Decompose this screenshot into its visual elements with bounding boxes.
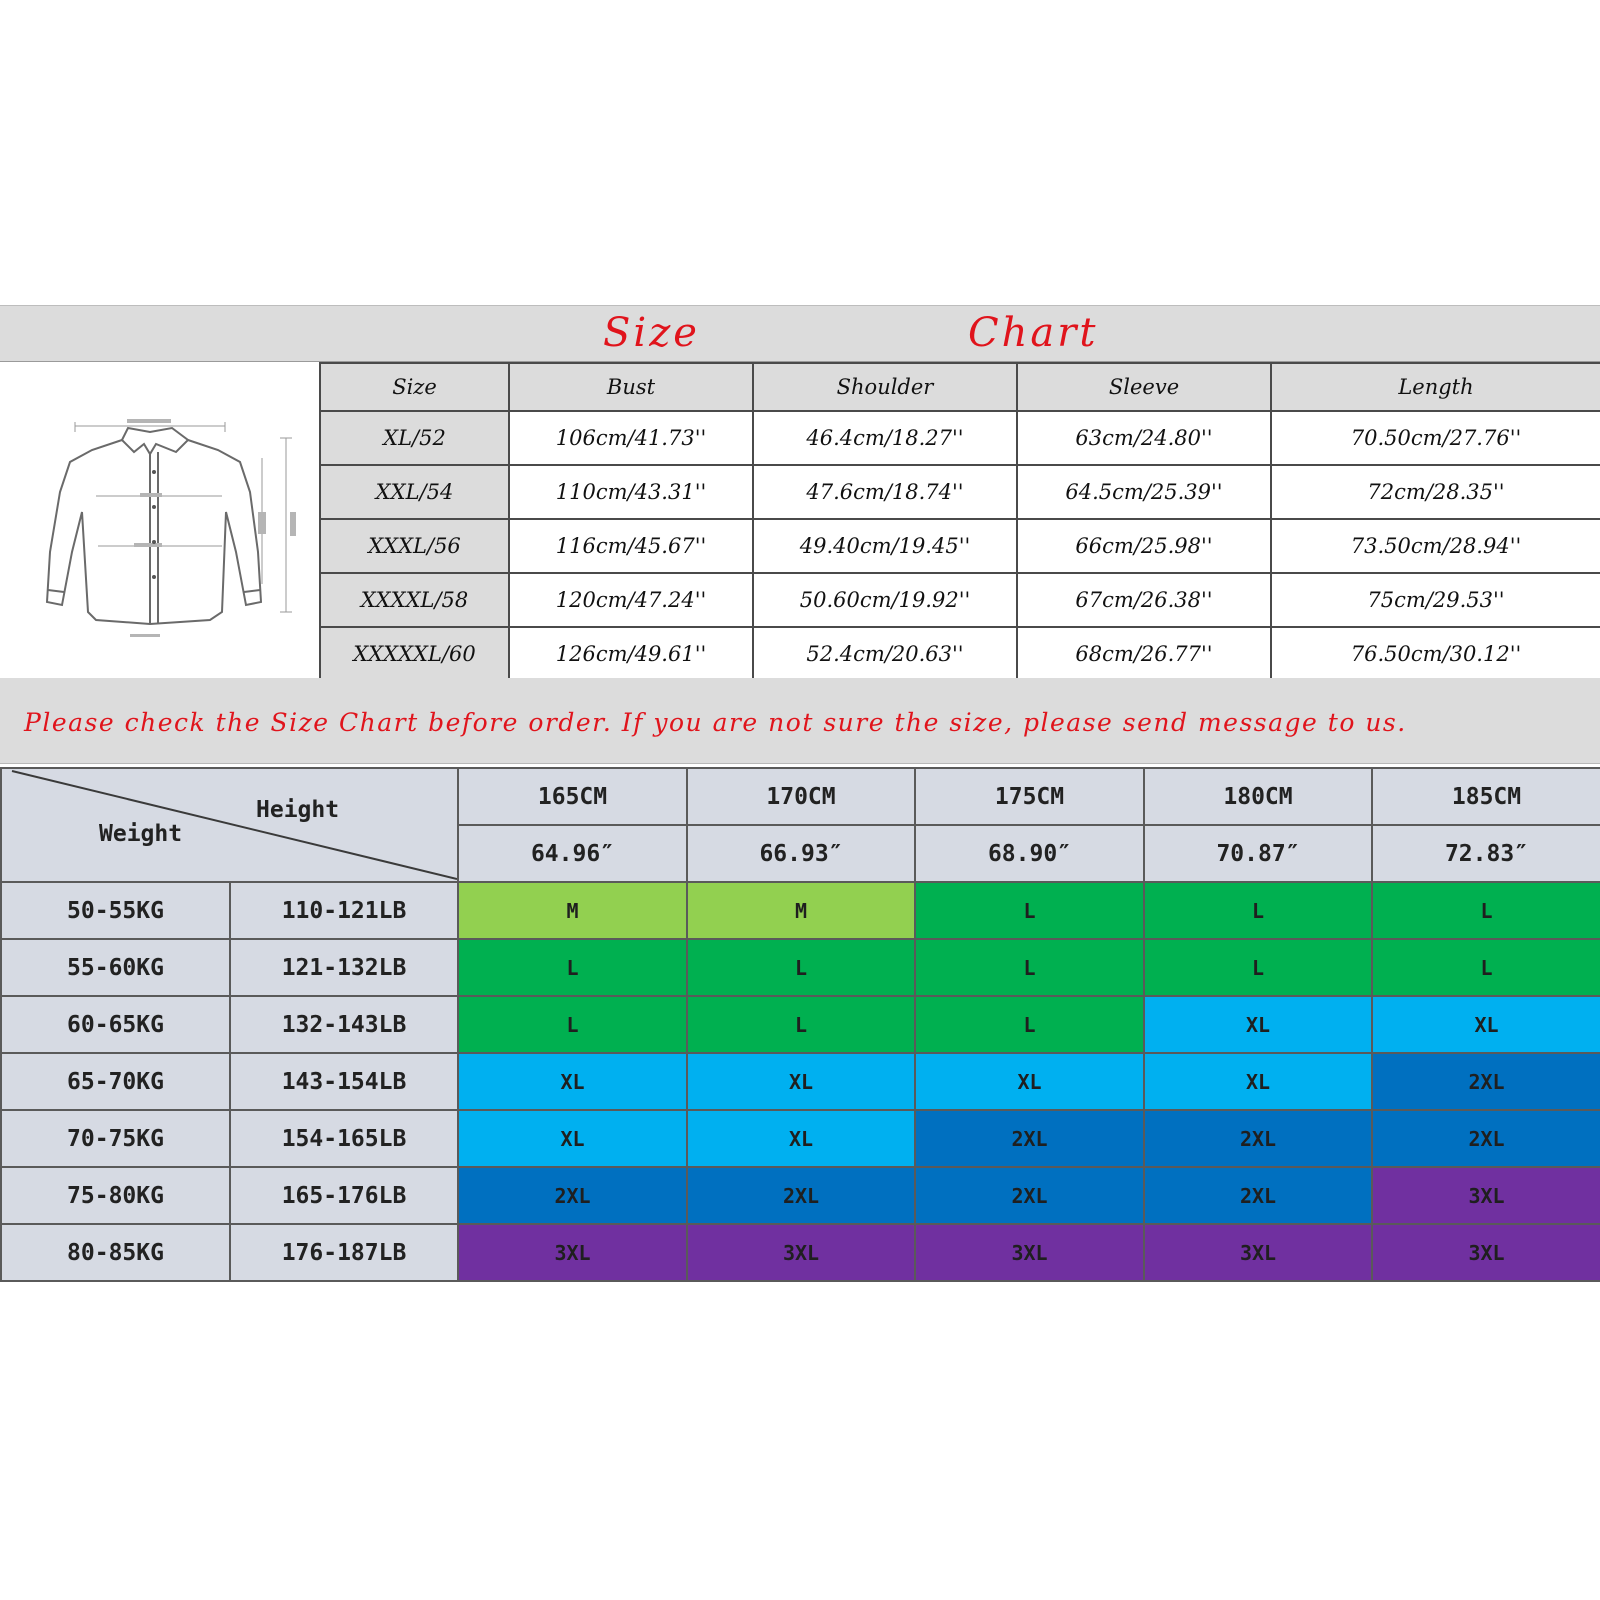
col-header-size: Size: [320, 363, 509, 411]
corner-weight-label: Weight: [99, 821, 183, 847]
weight-row: [1, 882, 1600, 939]
weight-kg-cell: 55-60KG: [1, 939, 230, 996]
length-cell: 70.50cm/27.76'': [1271, 411, 1600, 465]
bust-cell: 110cm/43.31'': [509, 465, 753, 519]
bust-cell: 126cm/49.61'': [509, 627, 753, 681]
sleeve-cell: 63cm/24.80'': [1017, 411, 1271, 465]
size-recommendation-cell: L: [915, 996, 1144, 1053]
height-cm-header: 185CM: [1372, 768, 1600, 825]
length-cell: 72cm/28.35'': [1271, 465, 1600, 519]
size-recommendation-cell: 2XL: [915, 1110, 1144, 1167]
size-recommendation-table: [0, 767, 1600, 1282]
weight-lb-cell: 121-132LB: [230, 939, 458, 996]
weight-lb-cell: 165-176LB: [230, 1167, 458, 1224]
size-recommendation-cell: L: [1144, 882, 1372, 939]
weight-lb-cell: 143-154LB: [230, 1053, 458, 1110]
shoulder-cell: 52.4cm/20.63'': [753, 627, 1017, 681]
weight-row: [1, 996, 1600, 1053]
bust-cell: 120cm/47.24'': [509, 573, 753, 627]
size-recommendation-cell: XL: [687, 1053, 915, 1110]
size-recommendation-cell: 2XL: [1144, 1167, 1372, 1224]
weight-kg-cell: 75-80KG: [1, 1167, 230, 1224]
title-chart-word: Chart: [968, 310, 1099, 356]
height-cm-header: 170CM: [687, 768, 915, 825]
title-bar: [0, 305, 1600, 362]
length-cell: 73.50cm/28.94'': [1271, 519, 1600, 573]
size-recommendation-cell: L: [687, 939, 915, 996]
weight-lb-cell: 176-187LB: [230, 1224, 458, 1281]
measurement-table: [319, 362, 1600, 682]
height-cm-header: 180CM: [1144, 768, 1372, 825]
weight-kg-cell: 80-85KG: [1, 1224, 230, 1281]
size-recommendation-cell: XL: [687, 1110, 915, 1167]
height-in-header: 70.87″: [1144, 825, 1372, 882]
height-in-header: 72.83″: [1372, 825, 1600, 882]
size-recommendation-cell: 2XL: [458, 1167, 687, 1224]
size-recommendation-cell: XL: [915, 1053, 1144, 1110]
measurement-row: [320, 519, 1600, 573]
size-recommendation-cell: XL: [458, 1110, 687, 1167]
size-recommendation-cell: L: [1372, 882, 1600, 939]
size-recommendation-cell: 2XL: [915, 1167, 1144, 1224]
col-header-shoulder: Shoulder: [753, 363, 1017, 411]
title-size-word: Size: [603, 310, 700, 356]
sleeve-cell: 67cm/26.38'': [1017, 573, 1271, 627]
shoulder-cell: 49.40cm/19.45'': [753, 519, 1017, 573]
col-header-bust: Bust: [509, 363, 753, 411]
measurement-row: [320, 573, 1600, 627]
size-cell: XXXXL/58: [320, 573, 509, 627]
shoulder-cell: 50.60cm/19.92'': [753, 573, 1017, 627]
weight-row: [1, 1224, 1600, 1281]
size-cell: XXXXXL/60: [320, 627, 509, 681]
recommendation-body: [1, 882, 1600, 1281]
length-cell: 76.50cm/30.12'': [1271, 627, 1600, 681]
weight-lb-cell: 154-165LB: [230, 1110, 458, 1167]
bust-cell: 106cm/41.73'': [509, 411, 753, 465]
size-recommendation-cell: 3XL: [458, 1224, 687, 1281]
size-recommendation-cell: L: [458, 996, 687, 1053]
size-recommendation-cell: L: [1144, 939, 1372, 996]
weight-row: [1, 1167, 1600, 1224]
sleeve-cell: 64.5cm/25.39'': [1017, 465, 1271, 519]
shoulder-cell: 47.6cm/18.74'': [753, 465, 1017, 519]
weight-row: [1, 1053, 1600, 1110]
size-recommendation-cell: XL: [458, 1053, 687, 1110]
corner-header: [1, 768, 458, 882]
size-cell: XXXL/56: [320, 519, 509, 573]
height-in-header: 64.96″: [458, 825, 687, 882]
weight-row: [1, 939, 1600, 996]
length-cell: 75cm/29.53'': [1271, 573, 1600, 627]
size-recommendation-cell: L: [687, 996, 915, 1053]
height-cm-header: 165CM: [458, 768, 687, 825]
shirt-measurement-diagram-icon: [0, 362, 320, 678]
sleeve-cell: 66cm/25.98'': [1017, 519, 1271, 573]
size-recommendation-cell: 3XL: [1372, 1167, 1600, 1224]
weight-row: [1, 1110, 1600, 1167]
measurement-row: [320, 411, 1600, 465]
weight-kg-cell: 50-55KG: [1, 882, 230, 939]
sleeve-cell: 68cm/26.77'': [1017, 627, 1271, 681]
weight-lb-cell: 132-143LB: [230, 996, 458, 1053]
size-recommendation-cell: L: [458, 939, 687, 996]
size-recommendation-cell: XL: [1372, 996, 1600, 1053]
height-cm-row: [1, 768, 1600, 825]
measurement-row: [320, 465, 1600, 519]
size-recommendation-cell: L: [1372, 939, 1600, 996]
col-header-length: Length: [1271, 363, 1600, 411]
size-recommendation-cell: 3XL: [1144, 1224, 1372, 1281]
size-recommendation-cell: M: [687, 882, 915, 939]
bust-cell: 116cm/45.67'': [509, 519, 753, 573]
measurement-row: [320, 627, 1600, 681]
height-in-header: 68.90″: [915, 825, 1144, 882]
size-recommendation-cell: 2XL: [1144, 1110, 1372, 1167]
corner-height-label: Height: [256, 797, 340, 823]
col-header-sleeve: Sleeve: [1017, 363, 1271, 411]
height-cm-header: 175CM: [915, 768, 1144, 825]
notice-text: Please check the Size Chart before order. If you are not sure the size, please send message to us.: [24, 708, 1407, 737]
size-recommendation-cell: 2XL: [687, 1167, 915, 1224]
garment-diagram: [0, 362, 320, 678]
height-in-header: 66.93″: [687, 825, 915, 882]
weight-kg-cell: 65-70KG: [1, 1053, 230, 1110]
size-recommendation-cell: 2XL: [1372, 1053, 1600, 1110]
size-recommendation-cell: 2XL: [1372, 1110, 1600, 1167]
size-recommendation-cell: 3XL: [915, 1224, 1144, 1281]
size-cell: XXL/54: [320, 465, 509, 519]
size-recommendation-cell: L: [915, 939, 1144, 996]
shoulder-cell: 46.4cm/18.27'': [753, 411, 1017, 465]
size-recommendation-cell: XL: [1144, 996, 1372, 1053]
size-recommendation-cell: 3XL: [1372, 1224, 1600, 1281]
size-cell: XL/52: [320, 411, 509, 465]
weight-kg-cell: 60-65KG: [1, 996, 230, 1053]
weight-lb-cell: 110-121LB: [230, 882, 458, 939]
notice-bar: [0, 678, 1600, 764]
weight-kg-cell: 70-75KG: [1, 1110, 230, 1167]
size-recommendation-cell: XL: [1144, 1053, 1372, 1110]
measurement-header-row: [320, 363, 1600, 411]
size-recommendation-cell: L: [915, 882, 1144, 939]
size-recommendation-cell: M: [458, 882, 687, 939]
size-recommendation-cell: 3XL: [687, 1224, 915, 1281]
corner-diagonal-line: [2, 769, 458, 881]
